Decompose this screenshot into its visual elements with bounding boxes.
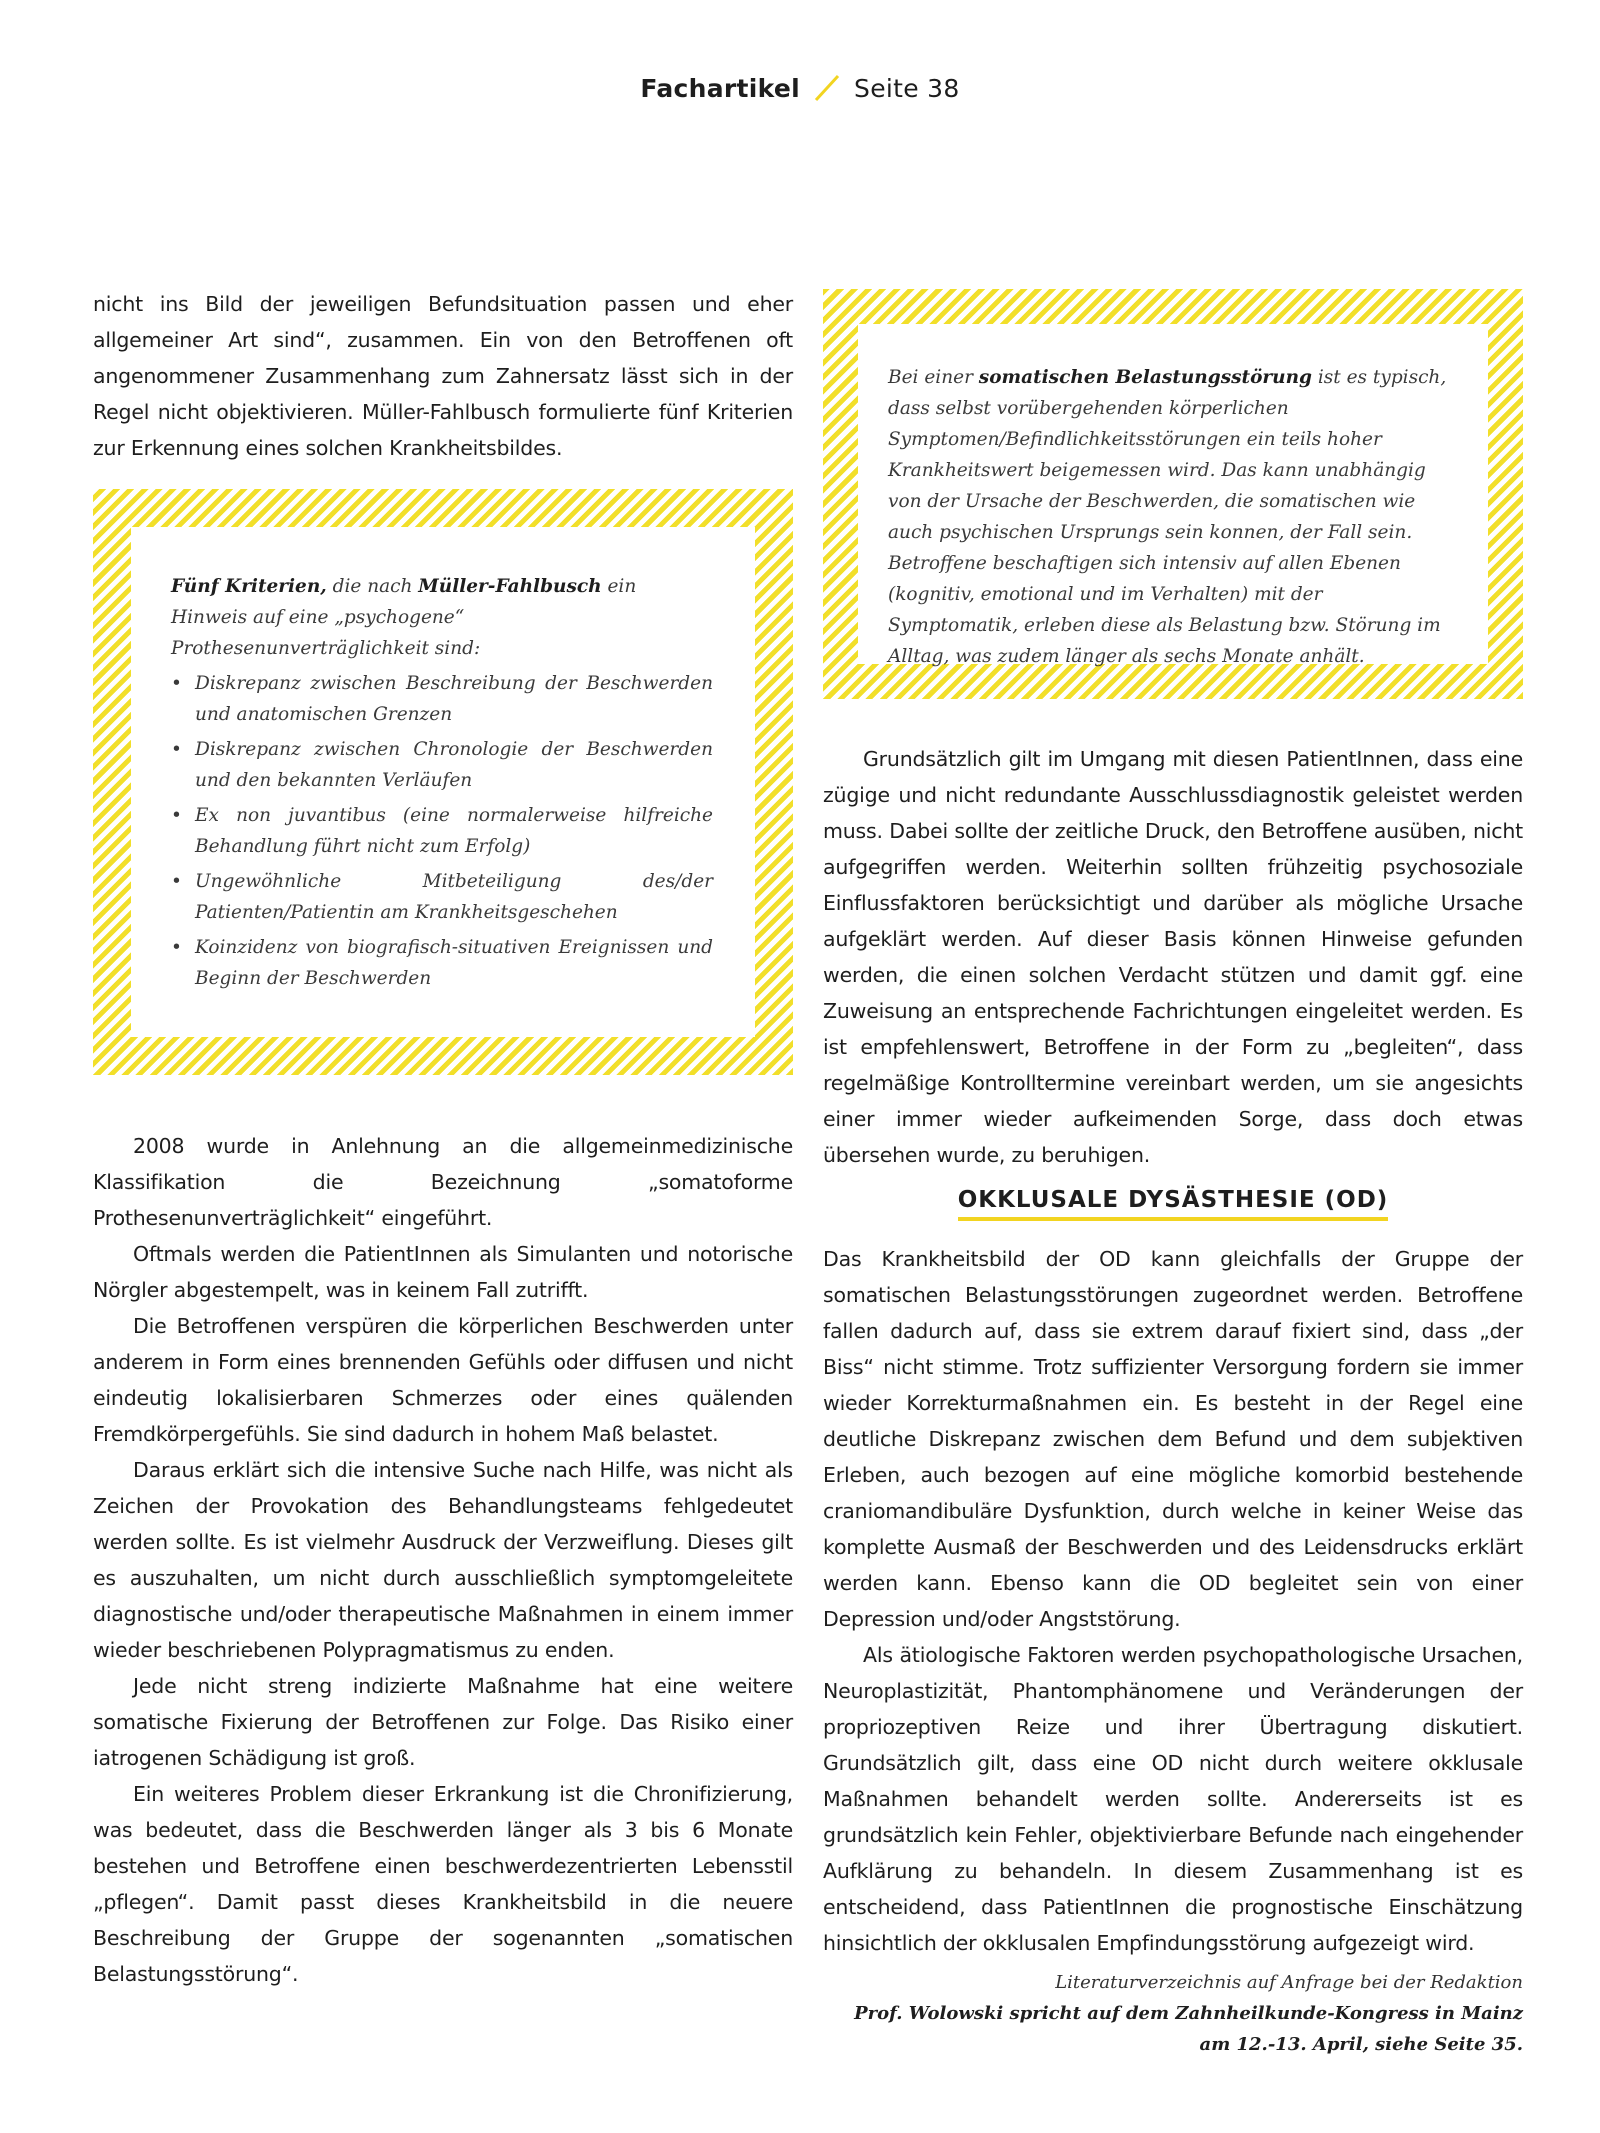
criteria-item: • Ungewöhnliche Mitbeteiligung des/der Patienten/Patientin am Krankheitsgeschehen <box>171 866 713 928</box>
info-box-text <box>888 362 1448 672</box>
right-body <box>823 741 1523 2060</box>
info-box <box>858 324 1488 667</box>
closing-note <box>823 1967 1523 2060</box>
criteria-list <box>171 668 713 994</box>
body-paragraph: Oftmals werden die PatientInnen als Simulanten und notorische Nörgler abgestempelt, was in keinem Fall zutrifft. <box>93 1242 793 1302</box>
criteria-lead-mid: die nach <box>326 576 419 597</box>
body-paragraph: Das Krankheitsbild der OD kann gleichfalls der Gruppe der somatischen Belastungsstörungen zugeordnet werden. Betroffene fallen dadurch auf, dass sie extrem darauf fixiert sind, dass „der Biss“ nicht stimme. Trotz suffizienter Versorgung fordern sie immer wieder Korrekturmaßnahmen ein. Es besteht in der Regel eine deutliche Diskrepanz zwischen dem Befund und dem subjektiven Erleben, auch bezogen auf eine mögliche komorbid bestehende craniomandibuläre Dysfunktion, durch welche in keiner Weise das komplette Ausmaß der Beschwerden und des Leidensdrucks erklärt werden kann. Ebenso kann die OD begleitet sein von einer Depression und/oder Angststörung. <box>823 1247 1523 1631</box>
body-paragraph: Daraus erklärt sich die intensive Suche nach Hilfe, was nicht als Zeichen der Provokation des Behandlungsteams fehlgedeutet werden sollte. Es ist vielmehr Ausdruck der Verzweiflung. Dieses gilt es auszuhalten, um nicht durch ausschließlich symptomgeleitete diagnostische und/oder therapeutische Maßnahmen in einem immer wieder beschriebenen Polypragmatismus zu enden. <box>93 1458 793 1662</box>
info-lead: Bei einer <box>888 367 979 388</box>
criteria-item: • Diskrepanz zwischen Beschreibung der Beschwerden und anatomischen Grenzen <box>171 668 713 730</box>
intro-paragraph: nicht ins Bild der jeweiligen Befundsituation passen und eher allgemeiner Art sind“, zusammen. Ein von den Betroffenen oft angenommener Zusammenhang zum Zahnersatz lässt sich in der Regel nicht objektivieren. Müller-Fahlbusch formulierte fünf Kriterien zur Erkennung eines solchen Krankheitsbildes. <box>93 292 793 460</box>
section-label: Fachartikel <box>640 73 801 103</box>
criteria-item: • Koinzidenz von biografisch-situativen Ereignissen und Beginn der Beschwerden <box>171 932 713 994</box>
body-paragraph: Jede nicht streng indizierte Maßnahme hat eine weitere somatische Fixierung der Betroffenen zur Folge. Das Risiko einer iatrogenen Schädigung ist groß. <box>93 1674 793 1770</box>
body-paragraph: Die Betroffenen verspüren die körperlichen Beschwerden unter anderem in Form eines brennenden Gefühls oder diffusen und nicht eindeutig lokalisierbaren Schmerzes oder eines quälenden Fremdkörpergefühls. Sie sind dadurch in hohem Maß belastet. <box>93 1314 793 1446</box>
criteria-box <box>131 527 755 1037</box>
body-paragraph: Grundsätzlich gilt im Umgang mit diesen PatientInnen, dass eine zügige und nicht redundante Ausschlussdiagnostik geleistet werden muss. Dabei sollte der zeitliche Druck, den Betroffene ausüben, nicht aufgegriffen werden. Weiterhin sollten frühzeitig psychosoziale Einflussfaktoren berücksichtigt und darüber als mögliche Ursache aufgeklärt werden. Auf dieser Basis können Hinweise gefunden werden, die einen solchen Verdacht stützen und damit ggf. eine Zuweisung an entsprechende Fachrichtungen eingeleitet werden. Es ist empfehlenswert, Betroffene in der Form zu „begleiten“, dass regelmäßige Kontrolltermine vereinbart werden, um sie angesichts einer immer wieder aufkeimenden Sorge, dass doch etwas übersehen wurde, zu beruhigen. <box>823 747 1523 1167</box>
criteria-item: • Diskrepanz zwischen Chronologie der Beschwerden und den bekannten Verläufen <box>171 734 713 796</box>
event-line-2: am 12.-13. April, siehe Seite 35. <box>1199 2034 1523 2055</box>
body-paragraph: Ein weiteres Problem dieser Erkrankung ist die Chronifizierung, was bedeutet, dass die Beschwerden länger als 3 bis 6 Monate bestehen und Betroffene einen beschwerdezentrierten Lebensstil „pflegen“. Damit passt dieses Krankheitsbild in die neuere Beschreibung der Gruppe der sogenannten „somatischen Belastungsstörung“. <box>93 1782 793 1986</box>
page-header <box>0 72 1600 104</box>
info-bold: somatischen Belastungsstörung <box>978 367 1312 388</box>
info-rest: ist es typisch, dass selbst vorübergehenden körperlichen Symptomen/Befindlichkeitsstörungen ein teils hoher Krankheitswert beigemessen wird. Das kann unabhängig von der Ursache der Beschwerden, die somatischen wie auch psychischen Ursprungs sein konnen, der Fall sein. Betroffene beschaftigen sich intensiv auf allen Ebenen (kognitiv, emotional und im Verhalten) mit der Symptomatik, erleben diese als Belastung bzw. Störung im Alltag, was zudem länger als sechs Monate anhält. <box>888 367 1447 667</box>
section-heading: OKKLUSALE DYSÄSTHESIE (OD) <box>958 1187 1389 1221</box>
slash-divider-icon <box>812 72 842 104</box>
section-heading-wrap <box>823 1187 1523 1221</box>
criteria-item: • Ex non juvantibus (eine normalerweise hilfreiche Behandlung führt nicht zum Erfolg) <box>171 800 713 862</box>
criteria-lead-name: Müller-Fahlbusch <box>418 576 602 597</box>
event-line-1: Prof. Wolowski spricht auf dem Zahnheilkunde-Kongress in Mainz <box>854 2003 1523 2024</box>
body-paragraph: Als ätiologische Faktoren werden psychopathologische Ursachen, Neuroplastizität, Phantomphänomene und Veränderungen der propriozeptiven Reize und ihrer Übertragung diskutiert. Grundsätzlich gilt, dass eine OD nicht durch weitere okklusale Maßnahmen behandelt werden sollte. Andererseits ist es grundsätzlich kein Fehler, objektivierbare Befunde nach eingehender Aufklärung zu behandeln. In diesem Zusammenhang ist es entscheidend, dass PatientInnen die prognostische Einschätzung hinsichtlich der okklusalen Empfindungsstörung aufgezeigt wird. <box>823 1643 1523 1955</box>
left-intro <box>93 286 793 466</box>
criteria-lead <box>171 571 713 664</box>
body-paragraph: 2008 wurde in Anlehnung an die allgemeinmedizinische Klassifikation die Bezeichnung „somatoforme Prothesenunverträglichkeit“ eingeführt. <box>93 1134 793 1230</box>
left-body <box>93 1128 793 1992</box>
references-note: Literaturverzeichnis auf Anfrage bei der Redaktion <box>1055 1972 1523 1993</box>
criteria-lead-rest: ein Hinweis auf eine „psychogene“ Prothesenunverträglichkeit sind: <box>171 576 637 659</box>
criteria-lead-bold: Fünf Kriterien, <box>171 576 327 597</box>
page-number: Seite 38 <box>854 73 960 103</box>
